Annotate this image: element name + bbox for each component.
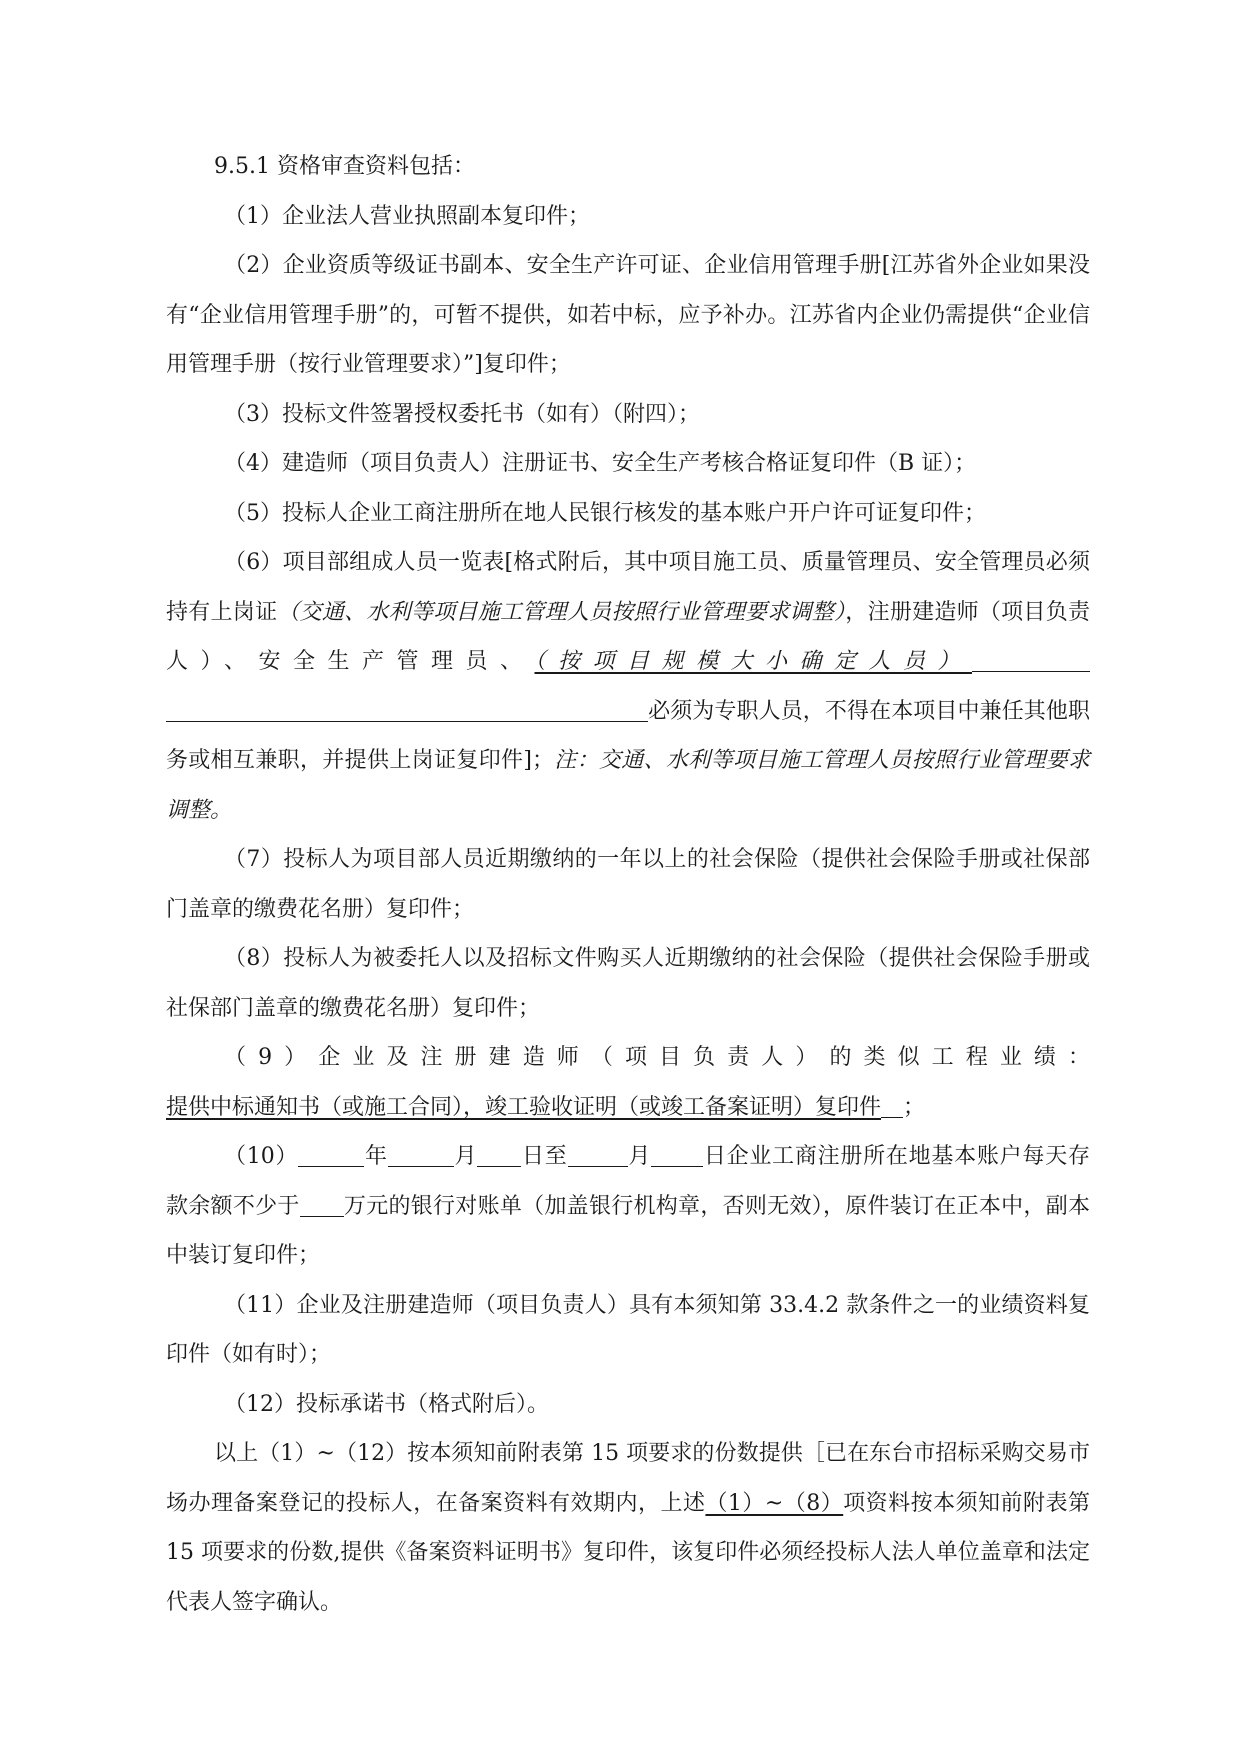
item-1: （1）企业法人营业执照副本复印件； — [224, 203, 590, 229]
item-10 — [166, 1132, 1090, 1281]
item-5: （5）投标人企业工商注册所在地人民银行核发的基本账户开户许可证复印件； — [224, 500, 986, 526]
item-9-underlined: 提供中标通知书（或施工合同），竣工验收证明（或竣工备案证明）复印件 — [166, 1094, 882, 1120]
item-9-line-1: （9）企业及注册建造师（项目负责人）的类似工程业绩： — [224, 1045, 1090, 1070]
item-8: （8）投标人为被委托人以及招标文件购买人近期缴纳的社会保险（提供社会保险手册或社保部门盖章的缴费花名册）复印件； — [166, 946, 1090, 1021]
item-6 — [166, 538, 1090, 835]
item-3: （3）投标文件签署授权委托书（如有）（附四）； — [224, 401, 700, 427]
document-body — [166, 142, 1090, 1627]
item-10-day-to: 日至 — [521, 1144, 568, 1169]
item-10-year: 年 — [364, 1144, 388, 1169]
fill-blank-long — [166, 699, 648, 722]
day-blank-2 — [651, 1144, 703, 1167]
month-blank-2 — [568, 1144, 628, 1167]
fill-blank — [972, 649, 1090, 672]
item-6-italic-footnote: 注：交通、水利等项目施工管理人员按照行业管理要求调整。 — [166, 748, 1090, 823]
item-6-text-e: 必须为专职人员，不得在本项目中兼任其他职务或相互兼职，并提供上岗证复印件]； — [166, 698, 1090, 773]
item-7: （7）投标人为项目部人员近期缴纳的一年以上的社会保险（提供社会保险手册或社保部门盖章的缴费花名册）复印件； — [166, 847, 1090, 922]
item-6-underlined-italic: （按项目规模大小确定人员） — [534, 649, 972, 674]
closing-text-c: 项资料按本须知前附表第 15 项要求的份数,提供《备案资料证明书》复印件，该复印件必须经投标人法人单位盖章和法定代表人签字确认。 — [166, 1490, 1090, 1615]
section-heading: 9.5.1 资格审查资料包括： — [214, 154, 475, 179]
year-blank — [298, 1144, 364, 1167]
item-9-line-2 — [166, 1083, 1090, 1133]
item-6-text-c: ，注册建造师（项目负责人）、安全生产管理员、 — [166, 599, 1090, 674]
item-6-italic-note: （交通、水利等项目施工管理人员按照行业管理要求调整） — [277, 599, 846, 625]
amount-blank — [300, 1194, 344, 1217]
item-9-end: ； — [903, 1094, 926, 1120]
month-blank — [388, 1144, 454, 1167]
day-blank — [477, 1144, 521, 1167]
item-10-month: 月 — [453, 1144, 478, 1169]
closing-paragraph — [166, 1429, 1090, 1627]
item-11: （11）企业及注册建造师（项目负责人）具有本须知第 33.4.2 款条件之一的业绩资料复印件（如有时）； — [166, 1292, 1090, 1367]
item-10-text-2: 万元的银行对账单（加盖银行机构章，否则无效），原件装订在正本中，副本中装订复印件； — [166, 1193, 1090, 1268]
item-12: （12）投标承诺书（格式附后）。 — [224, 1391, 549, 1417]
item-4: （4）建造师（项目负责人）注册证书、安全生产考核合格证复印件（B 证）； — [224, 451, 977, 476]
closing-underlined-range: （1）~（8） — [705, 1490, 844, 1516]
fill-blank — [881, 1095, 903, 1118]
item-2: （2）企业资质等级证书副本、安全生产许可证、企业信用管理手册[江苏省外企业如果没有“企业信用管理手册”的，可暂不提供，如若中标，应予补办。江苏省内企业仍需提供“企业信用管理手册（按行业管理要求）”]复印件； — [166, 253, 1090, 377]
item-10-text: 日企业工商注册所在地基本账户每天存款余额不少于 — [166, 1144, 1090, 1219]
item-6-text-a: （6）项目部组成人员一览表[格式附后，其中项目施工员、质量管理员、安全管理员必须持有上岗证 — [166, 550, 1090, 625]
item-10-prefix: （10） — [224, 1144, 299, 1169]
item-10-month-2: 月 — [627, 1144, 652, 1169]
closing-text-a: 以上（1）~（12）按本须知前附表第 15 项要求的份数提供［已在东台市招标采购交易市场办理备案登记的投标人，在备案资料有效期内，上述 — [166, 1441, 1090, 1516]
